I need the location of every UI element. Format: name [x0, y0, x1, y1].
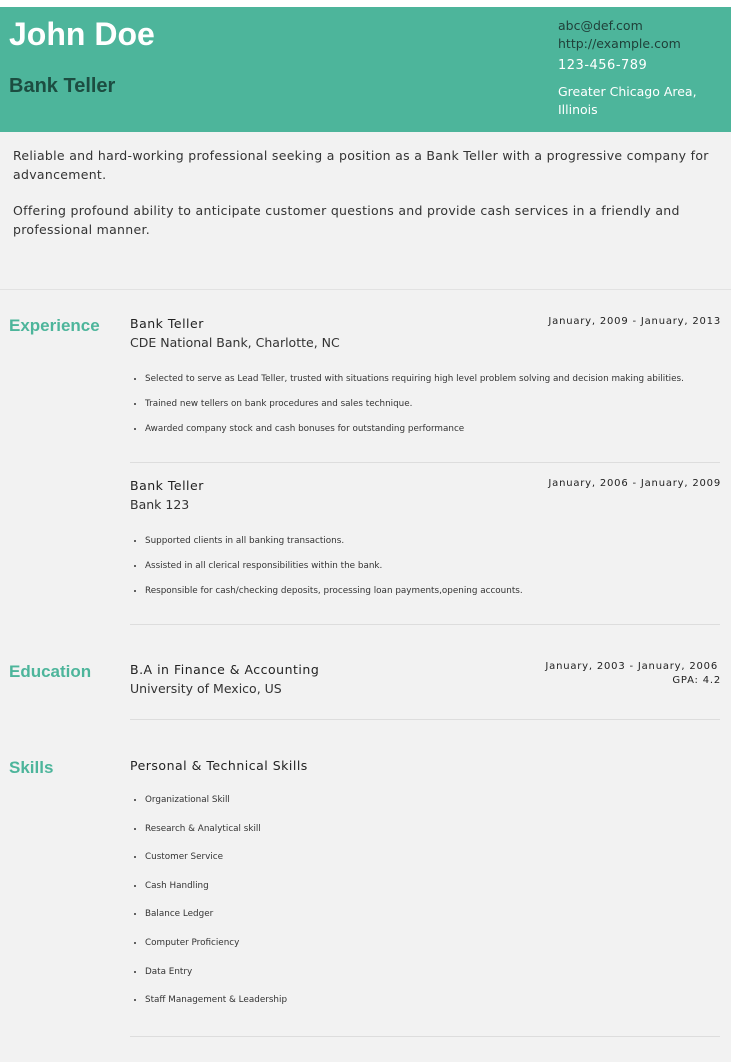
summary-section [13, 147, 713, 257]
job-duties-list [130, 372, 684, 447]
resume-header [0, 7, 731, 132]
job-role: Bank Teller [130, 316, 204, 331]
job-duties-list [130, 534, 523, 609]
list-item: • Research & Analytical skill [145, 822, 287, 851]
candidate-title: Bank Teller [9, 75, 116, 97]
job-organization: CDE National Bank, Charlotte, NC [130, 335, 340, 350]
section-divider [130, 719, 720, 720]
contact-location: Greater Chicago Area, Illinois [558, 84, 697, 117]
list-item: • Data Entry [145, 965, 287, 994]
list-item: • Supported clients in all banking transactions. [145, 534, 523, 559]
section-divider [130, 1036, 720, 1037]
list-item: • Organizational Skill [145, 793, 287, 822]
resume-page [0, 7, 731, 1062]
summary-paragraph: Reliable and hard-working professional seeking a position as a Bank Teller with a progressive company for advancement. [13, 148, 709, 182]
job-dates: January, 2009 - January, 2013 [548, 316, 721, 327]
contact-email[interactable]: abc@def.com [558, 18, 643, 33]
list-item: • Awarded company stock and cash bonuses for outstanding performance [145, 422, 684, 447]
job-role: Bank Teller [130, 478, 204, 493]
list-item: • Assisted in all clerical responsibilities within the bank. [145, 559, 523, 584]
section-divider [130, 624, 720, 625]
education-heading: Education [9, 662, 92, 681]
list-item: • Responsible for cash/checking deposits, processing loan payments,opening accounts. [145, 584, 523, 609]
contact-website[interactable]: http://example.com [558, 36, 681, 51]
list-item: • Customer Service [145, 850, 287, 879]
list-item: • Staff Management & Leadership [145, 993, 287, 1022]
job-dates: January, 2006 - January, 2009 [548, 478, 721, 489]
contact-phone: 123-456-789 [558, 58, 648, 73]
section-divider [0, 289, 731, 290]
list-item: • Selected to serve as Lead Teller, trusted with situations requiring high level problem solving and decision making abilities. [145, 372, 684, 397]
job-divider [130, 462, 720, 463]
education-gpa: GPA: 4.2 [672, 675, 721, 686]
candidate-name: John Doe [9, 16, 155, 52]
education-dates: January, 2003 - January, 2006 [545, 661, 718, 672]
list-item: • Cash Handling [145, 879, 287, 908]
education-degree: B.A in Finance & Accounting [130, 662, 320, 677]
skills-heading: Skills [9, 758, 54, 777]
skills-subheading: Personal & Technical Skills [130, 758, 308, 773]
list-item: • Computer Proficiency [145, 936, 287, 965]
experience-heading: Experience [9, 316, 100, 335]
education-school: University of Mexico, US [130, 681, 282, 696]
list-item: • Balance Ledger [145, 907, 287, 936]
skills-list [130, 793, 287, 1022]
job-organization: Bank 123 [130, 497, 190, 512]
list-item: • Trained new tellers on bank procedures and sales technique. [145, 397, 684, 422]
summary-paragraph: Offering profound ability to anticipate customer questions and provide cash services in a friendly and professional manner. [13, 203, 680, 237]
